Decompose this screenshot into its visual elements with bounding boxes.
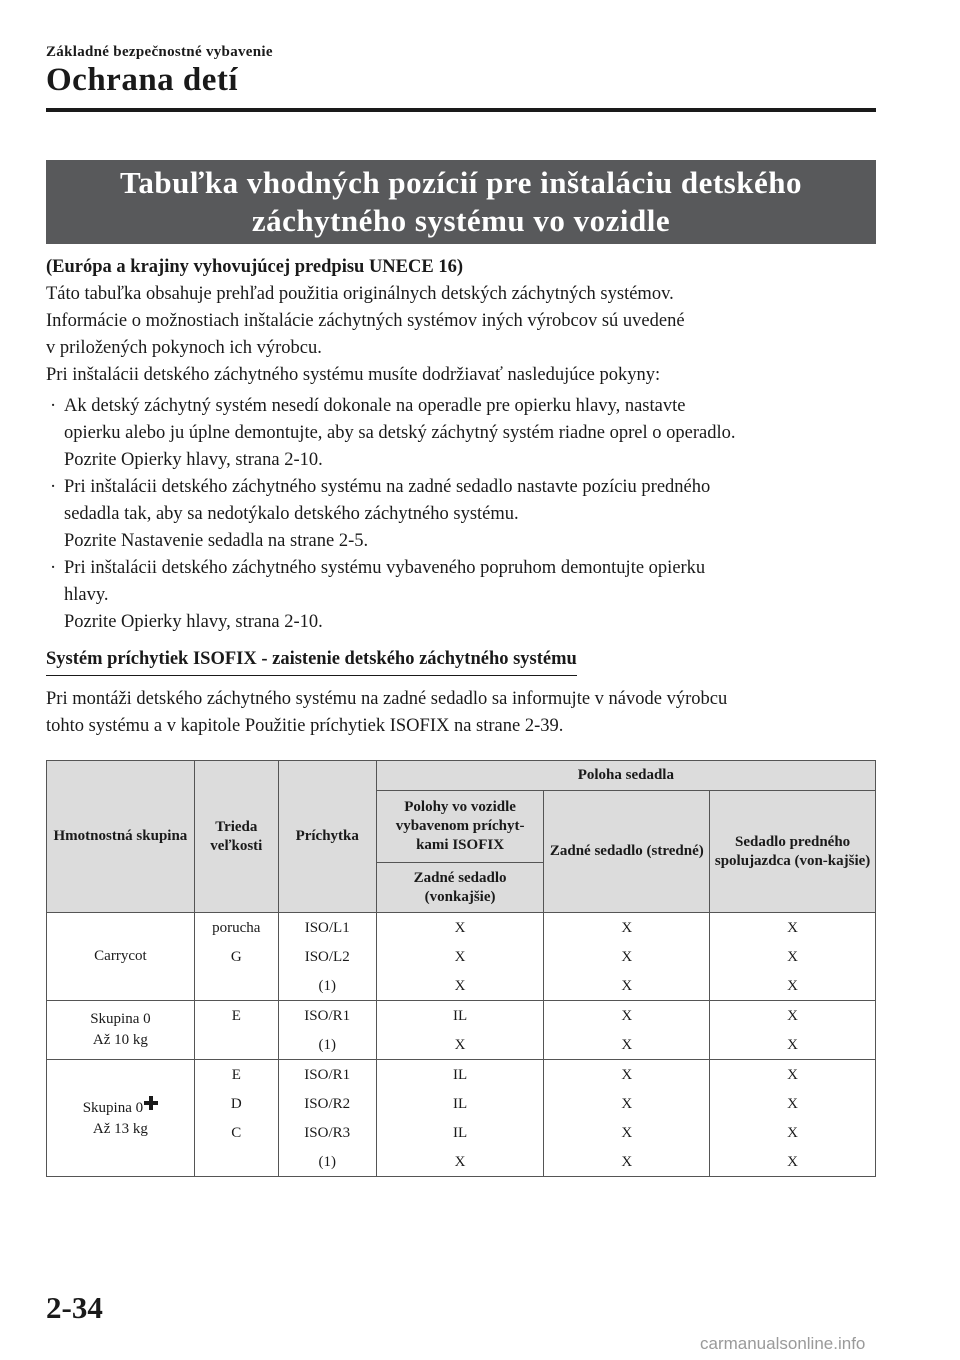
weight-group-cell <box>47 1001 195 1060</box>
table-cell: X <box>544 1089 710 1118</box>
page-number: 2-34 <box>46 1290 103 1325</box>
header-rule <box>46 108 876 112</box>
header-rear-center: Zadné sedadlo (stredné) <box>544 791 710 913</box>
list-item <box>46 393 876 474</box>
intro-paragraph-2a: Informácie o možnostiach inštalácie záchytných systémov iných výrobcov sú uvedené <box>46 311 685 331</box>
list-item <box>46 555 876 636</box>
isofix-paragraph-1: Pri montáži detského záchytného systému na zadné sedadlo sa informujte v návode výrobcu <box>46 689 728 709</box>
seat-position-table <box>46 760 876 1177</box>
table-cell <box>194 1030 278 1060</box>
table-cell: C <box>194 1118 278 1147</box>
table-cell: X <box>544 1030 710 1060</box>
table-cell: D <box>194 1089 278 1118</box>
table-cell: X <box>544 942 710 971</box>
table-cell: X <box>376 1030 544 1060</box>
table-cell: X <box>710 1060 876 1090</box>
weight-group-name: Carrycot <box>94 948 147 964</box>
intro-paragraph-2b: v priložených pokynoch ich výrobcu. <box>46 338 322 358</box>
table-cell: X <box>376 1147 544 1177</box>
table-cell: X <box>544 913 710 943</box>
banner-line-2: záchytného systému vo vozidle <box>251 203 671 238</box>
table-cell: ISO/R3 <box>278 1118 376 1147</box>
table-cell: ISO/R1 <box>278 1060 376 1090</box>
table-cell <box>194 1147 278 1177</box>
header-size-class: Trieda veľkosti <box>194 761 278 913</box>
bullet-icon: · <box>50 396 57 416</box>
section-label: Základné bezpečnostné vybavenie <box>46 44 273 60</box>
table-cell: X <box>710 1089 876 1118</box>
section-banner <box>46 160 876 244</box>
table-cell: IL <box>376 1001 544 1031</box>
table-cell: E <box>194 1060 278 1090</box>
chapter-title: Ochrana detí <box>46 62 239 98</box>
header-seat-position: Poloha sedadla <box>376 761 875 791</box>
intro-paragraph-1: Táto tabuľka obsahuje prehľad použitia originálnych detských záchytných systémov. <box>46 284 674 304</box>
list-item-reference: Pozrite Opierky hlavy, strana 2-10. <box>64 450 323 470</box>
weight-group-limit: Až 13 kg <box>92 1121 148 1137</box>
intro-lead: (Európa a krajiny vyhovujúcej predpisu UNECE 16) <box>46 257 463 277</box>
header-rear-outer: Zadné sedadlo (vonkajšie) <box>376 863 544 913</box>
table-cell: X <box>710 1147 876 1177</box>
list-item-line: opierku alebo ju úplne demontujte, aby sa detský záchytný systém riadne oprel o operadlo. <box>64 423 736 443</box>
weight-group-name: Skupina 0 <box>82 1100 144 1116</box>
list-item-reference: Pozrite Opierky hlavy, strana 2-10. <box>64 612 323 632</box>
body-text <box>46 254 876 740</box>
weight-group-cell <box>47 913 195 1001</box>
banner-line-1: Tabuľka vhodných pozícií pre inštaláciu detského <box>120 165 802 200</box>
list-item-reference: Pozrite Nastavenie sedadla na strane 2-5. <box>64 531 369 551</box>
table-cell: ISO/R1 <box>278 1001 376 1031</box>
intro-paragraph-3: Pri inštalácii detského záchytného systému musíte dodržiavať nasledujúce pokyny: <box>46 365 661 385</box>
table-cell: X <box>544 1118 710 1147</box>
list-item-line: sedadla tak, aby sa nedotýkalo detského záchytného systému. <box>64 504 519 524</box>
watermark: carmanualsonline.info <box>700 1334 866 1353</box>
table-cell: IL <box>376 1118 544 1147</box>
table-cell: X <box>544 1001 710 1031</box>
list-item-line: hlavy. <box>64 585 109 605</box>
table-row <box>47 1001 876 1031</box>
table-cell: X <box>710 913 876 943</box>
table-cell: E <box>194 1001 278 1031</box>
table-row <box>47 1060 876 1090</box>
table-cell: (1) <box>278 1030 376 1060</box>
list-item-line: Ak detský záchytný systém nesedí dokonale na operadle pre opierku hlavy, nastavte <box>64 396 686 416</box>
bullet-icon: · <box>50 558 57 578</box>
table-cell: ISO/L1 <box>278 913 376 943</box>
table-cell: X <box>544 1060 710 1090</box>
instruction-list <box>46 393 876 636</box>
table-cell: porucha <box>194 913 278 943</box>
plus-icon <box>144 1096 158 1110</box>
table-cell: X <box>376 942 544 971</box>
table-cell: X <box>376 913 544 943</box>
table-cell: X <box>710 1118 876 1147</box>
table-cell: ISO/L2 <box>278 942 376 971</box>
table-cell: IL <box>376 1060 544 1090</box>
header-front-passenger: Sedadlo predného spolujazdca (von-kajšie) <box>710 791 876 913</box>
table-cell: X <box>710 1001 876 1031</box>
list-item-line: Pri inštalácii detského záchytného systému na zadné sedadlo nastavte pozíciu predného <box>64 477 711 497</box>
table-cell: G <box>194 942 278 971</box>
list-item-line: Pri inštalácii detského záchytného systému vybaveného popruhom demontujte opierku <box>64 558 706 578</box>
table-cell: X <box>710 1030 876 1060</box>
weight-group-name: Skupina 0 <box>90 1011 151 1027</box>
header-weight-group: Hmotnostná skupina <box>47 761 195 913</box>
header-fixture: Príchytka <box>278 761 376 913</box>
isofix-paragraph-2: tohto systému a v kapitole Použitie príchytiek ISOFIX na strane 2-39. <box>46 716 564 736</box>
bullet-icon: · <box>50 477 57 497</box>
list-item <box>46 474 876 555</box>
isofix-heading: Systém príchytiek ISOFIX - zaistenie detského záchytného systému <box>46 646 577 676</box>
table-row <box>47 913 876 943</box>
table-cell: ISO/R2 <box>278 1089 376 1118</box>
weight-group-limit: Až 10 kg <box>92 1032 148 1048</box>
table-cell: X <box>544 971 710 1001</box>
table-cell: (1) <box>278 1147 376 1177</box>
table-cell: X <box>710 971 876 1001</box>
weight-group-cell <box>47 1060 195 1177</box>
table-cell: X <box>710 942 876 971</box>
table-cell <box>194 971 278 1001</box>
table-cell: IL <box>376 1089 544 1118</box>
table-cell: X <box>544 1147 710 1177</box>
header-isofix-positions: Polohy vo vozidle vybavenom príchyt-kami ISOFIX <box>376 791 544 863</box>
table-cell: (1) <box>278 971 376 1001</box>
table-cell: X <box>376 971 544 1001</box>
